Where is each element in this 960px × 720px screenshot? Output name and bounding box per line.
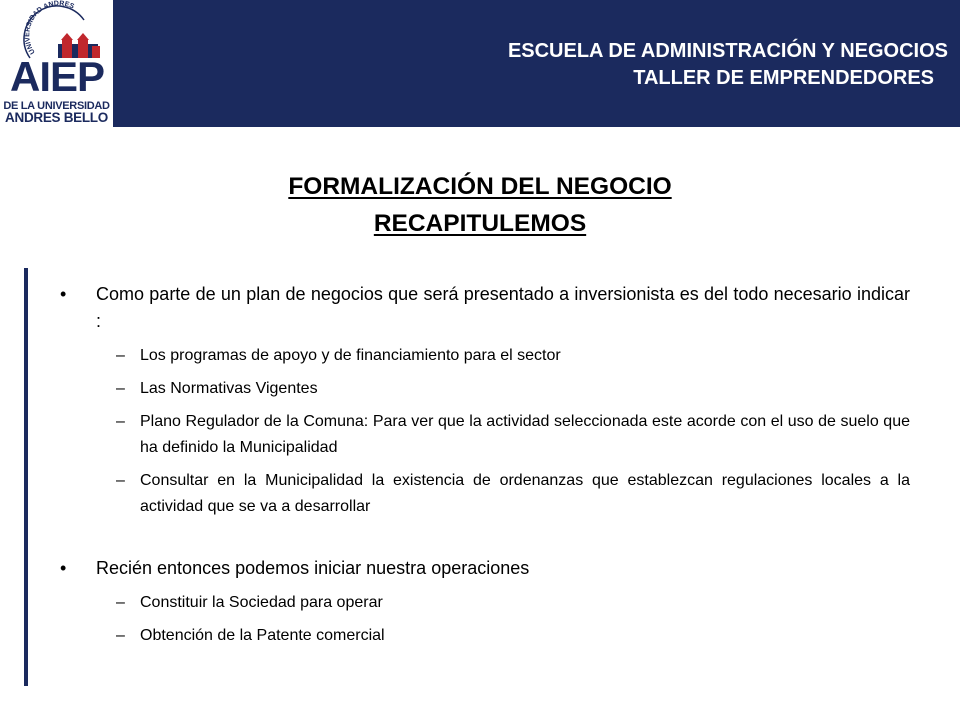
bullet-item [60,281,910,335]
sub-marker: – [116,627,125,644]
sub-item [116,343,910,369]
workshop-name: TALLER DE EMPRENDEDORES [633,67,934,89]
logo-emblem-icon [0,0,113,60]
sub-marker: – [116,472,125,489]
sub-text: Constituir la Sociedad para operar [140,594,383,611]
header-title [508,38,948,92]
header-band [0,0,960,127]
sub-item [116,590,910,616]
logo-subtitle-line2: ANDRES BELLO [5,110,108,125]
slide-title-line1: FORMALIZACIÓN DEL NEGOCIO [288,173,672,200]
sub-item [116,468,910,520]
bullet-marker: • [60,284,67,304]
sub-marker: – [116,594,125,611]
slide-title-line2: RECAPITULEMOS [373,210,587,237]
bullet-text: Como parte de un plan de negocios que será presentado a inversionista es del todo necesario indicar : [96,284,910,331]
sub-marker: – [116,347,125,364]
bullet-text: Recién entonces podemos iniciar nuestra operaciones [96,558,530,578]
left-accent-rule [24,268,28,686]
slide-body [60,281,910,656]
school-name: ESCUELA DE ADMINISTRACIÓN Y NEGOCIOS [507,40,948,62]
aiep-logo [0,0,113,127]
slide-title [0,168,960,242]
sub-marker: – [116,380,125,397]
bullet-item [60,555,910,582]
sub-text: Obtención de la Patente comercial [140,627,385,644]
section-gap [60,527,910,555]
sub-text: Consultar en la Municipalidad la existencia de ordenanzas que establezcan regulaciones locales a la actividad que se va a desarrollar [140,472,910,515]
bullet-marker: • [60,558,67,578]
logo-wordmark: AIEP [9,53,105,100]
sub-text: Plano Regulador de la Comuna: Para ver que la actividad seleccionada este acorde con el uso de suelo que ha definido la Municipalidad [140,413,910,456]
sub-text: Las Normativas Vigentes [140,380,318,397]
sub-item [116,409,910,461]
logo-subtitle-line1: DE LA UNIVERSIDAD [3,100,110,112]
sub-item [116,376,910,402]
sub-item [116,623,910,649]
svg-text:UNIVERSIDAD ANDRES: UNIVERSIDAD ANDRES [24,0,76,56]
sub-marker: – [116,413,125,430]
sub-text: Los programas de apoyo y de financiamiento para el sector [140,347,561,364]
